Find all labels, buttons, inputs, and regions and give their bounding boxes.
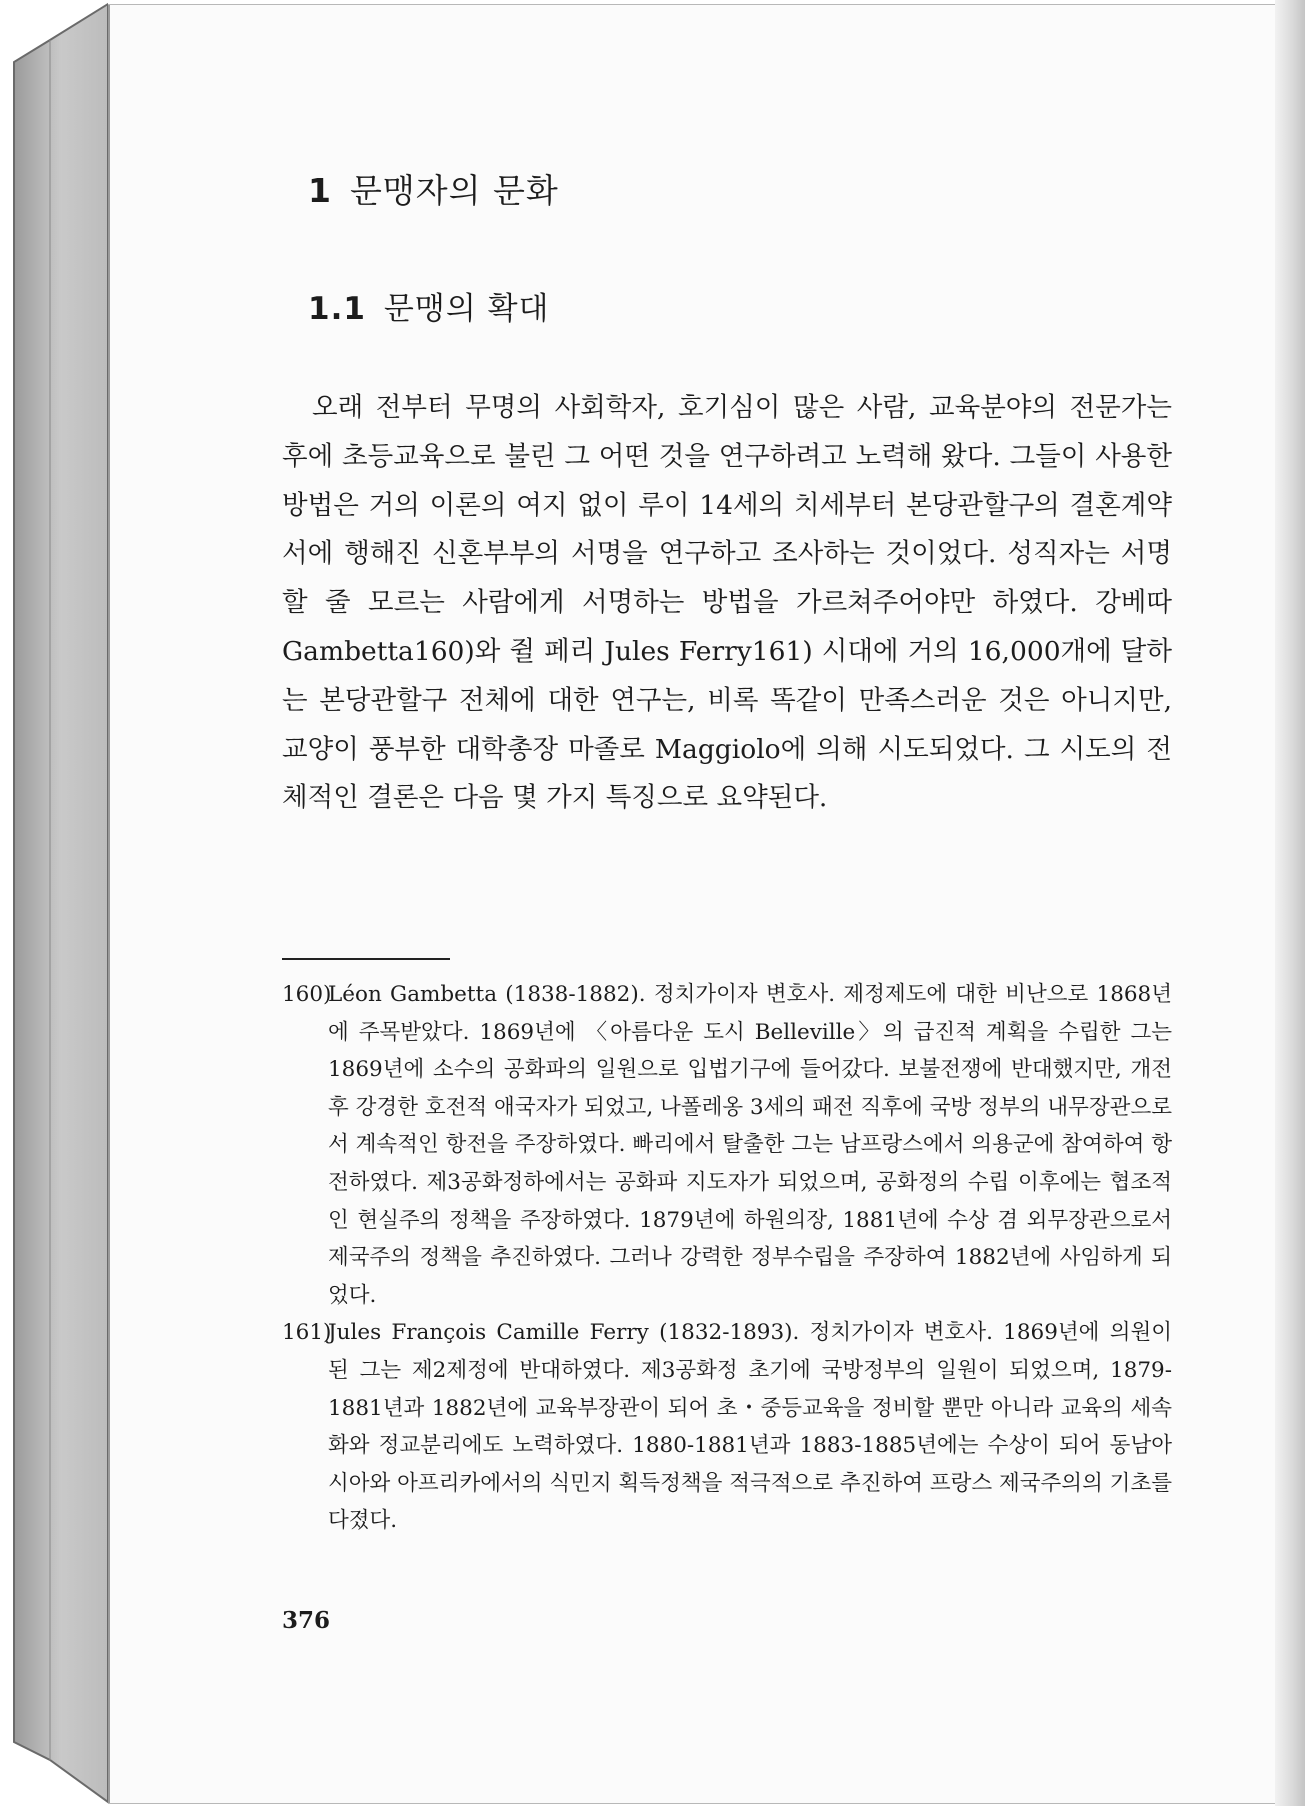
- footnote-separator: [282, 958, 450, 960]
- footnotes: [282, 976, 1172, 1540]
- section-heading: [308, 283, 550, 328]
- footnote-number: 160): [282, 982, 332, 1007]
- footnote-160: [282, 976, 1172, 1314]
- footnote-number: 161): [282, 1320, 332, 1346]
- chapter-heading: [308, 165, 559, 212]
- page-edge-shadow: [1275, 0, 1305, 1806]
- book-spine: [0, 0, 108, 1806]
- section-title: 문맹의 확대: [383, 291, 550, 327]
- footnote-text: Jules François Camille Ferry (1832-1893). 정치가이자 변호사. 1869년에 의원이 된 그는 제2제정에 반대하였다. 제3공화정 초기에 국방정부의 일원이 되었으며, 1879-1881년과 1882년에 교육부장관이 되어 초・중등교육을 정비할 뿐만 아니라 교육의 세속화와 정교분리에도 노력하였다. 1880-1881년과 1883-1885년에는 수상이 되어 동남아시아와 아프리카에서의 식민지 획득정책을 적극적으로 추진하여 프랑스 제국주의의 기초를 다졌다.: [328, 1320, 1172, 1534]
- page-number: 376: [282, 1607, 331, 1634]
- footnote-text: Léon Gambetta (1838-1882). 정치가이자 변호사. 제정제도에 대한 비난으로 1868년에 주목받았다. 1869년에 〈아름다운 도시 Belleville〉의 급진적 계획을 수립한 그는 1869년에 소수의 공화파의 일원으로 입법기구에 들어갔다. 보불전쟁에 반대했지만, 개전 후 강경한 호전적 애국자가 되었고, 나폴레옹 3세의 패전 직후에 국방 정부의 내무장관으로서 계속적인 항전을 주장하였다. 빠리에서 탈출한 그는 남프랑스에서 의용군에 참여하여 항전하였다. 제3공화정하에서는 공화파 지도자가 되었으며, 공화정의 수립 이후에는 협조적인 현실주의 정책을 주장하였다. 1879년에 하원의장, 1881년에 수상 겸 외무장관으로서 제국주의 정책을 추진하였다. 그러나 강력한 정부수립을 주장하여 1882년에 사임하게 되었다.: [328, 982, 1172, 1308]
- body-paragraph: 오래 전부터 무명의 사회학자, 호기심이 많은 사람, 교육분야의 전문가는 후에 초등교육으로 불린 그 어떤 것을 연구하려고 노력해 왔다. 그들이 사용한 방법은 거의 이론의 여지 없이 루이 14세의 치세부터 본당관할구의 결혼계약서에 행해진 신혼부부의 서명을 연구하고 조사하는 것이었다. 성직자는 서명할 줄 모르는 사람에게 서명하는 방법을 가르쳐주어야만 하였다. 강베따 Gambetta160)와 쥘 페리 Jules Ferry161) 시대에 거의 16,000개에 달하는 본당관할구 전체에 대한 연구는, 비록 똑같이 만족스러운 것은 아니지만, 교양이 풍부한 대학총장 마졸로 Maggiolo에 의해 시도되었다. 그 시도의 전체적인 결론은 다음 몇 가지 특징으로 요약된다.: [282, 392, 1172, 814]
- chapter-title: 문맹자의 문화: [349, 171, 559, 210]
- footnote-161: [282, 1314, 1172, 1540]
- chapter-number: 1: [308, 171, 332, 210]
- section-number: 1.1: [308, 291, 366, 327]
